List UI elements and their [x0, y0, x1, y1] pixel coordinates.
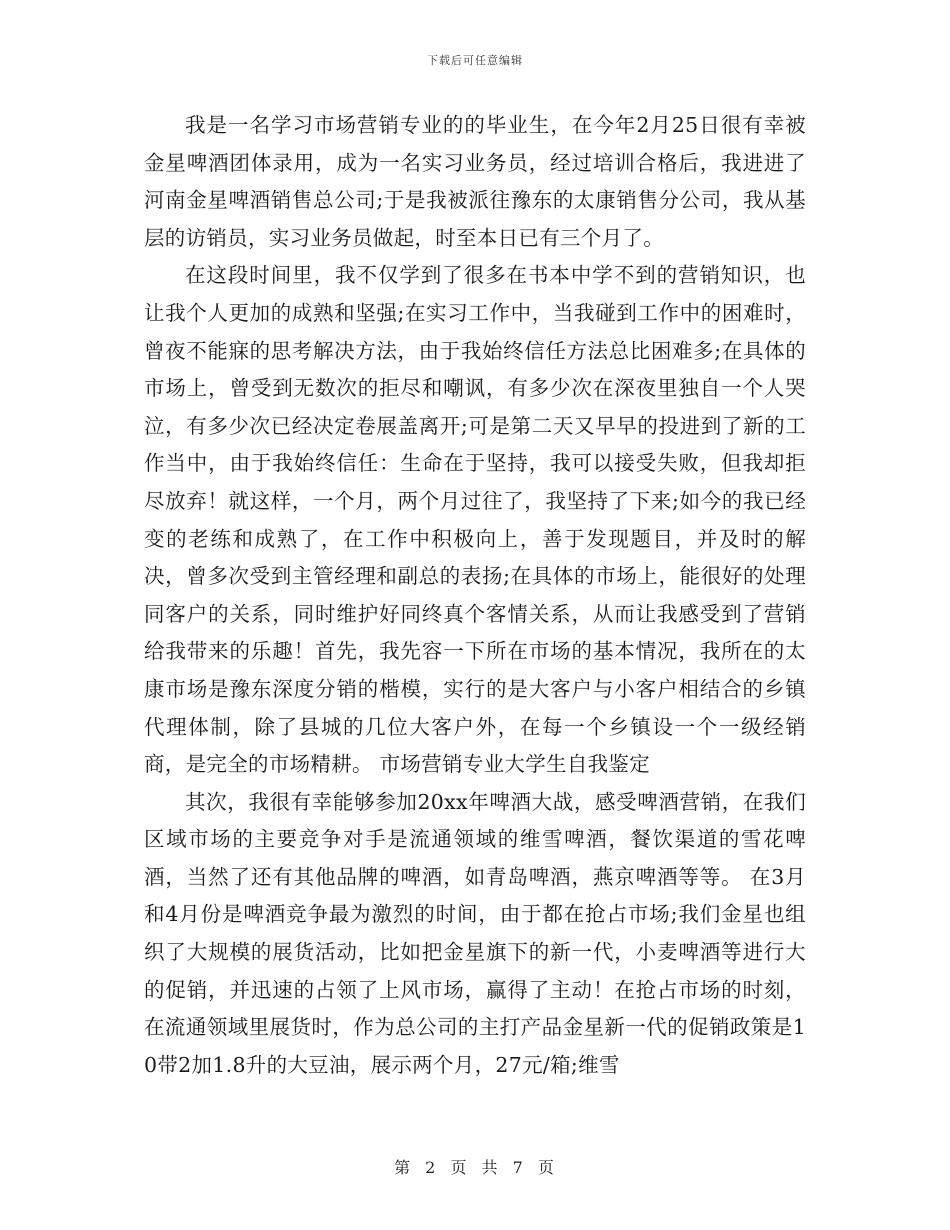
- paragraph-experience: 在这段时间里，我不仅学到了很多在书本中学不到的营销知识，也让我个人更加的成熟和坚强;在实习工作中，当我碰到工作中的困难时，曾夜不能寐的思考解决方法，由于我始终信任方法总比困难多;在具体的市场上，曾受到无数次的拒尽和嘲讽，有多少次在深夜里独自一个人哭泣，有多少次已经决定卷展盖离开;可是第二天又早早的投进到了新的工作当中，由于我始终信任：生命在于坚持，我可以接受失败，但我却拒尽放弃！就这样，一个月，两个月过往了，我坚持了下来;如今的我已经变的老练和成熟了，在工作中积极向上，善于发现题目，并及时的解决，曾多次受到主管经理和副总的表扬;在具体的市场上，能很好的处理同客户的关系，同时维护好同终真个客情关系，从而让我感受到了营销给我带来的乐趣！首先，我先容一下所在市场的基本情况，我所在的太康市场是豫东深度分销的楷模，实行的是大客户与小客户相结合的乡镇代理体制，除了县城的几位大客户外，在每一个乡镇设一个一级经销商，是完全的市场精耕。 市场营销专业大学生自我鉴定: [144, 263, 806, 777]
- page-header-note: 下载后可任意编辑: [427, 54, 523, 67]
- document-body: [144, 107, 806, 1084]
- paragraph-competition: 其次，我很有幸能够参加20xx年啤酒大战，感受啤酒营销，在我们区域市场的主要竞争对手是流通领域的维雪啤酒，餐饮渠道的雪花啤酒，当然了还有其他品牌的啤酒，如青岛啤酒，燕京啤酒等等。 在3月和4月份是啤酒竞争最为激烈的时间，由于都在抢占市场;我们金星也组织了大规模的展货活动，比如把金星旗下的新一代，小麦啤酒等进行大的促销，并迅速的占领了上风市场，赢得了主动！在抢占市场的时刻，在流通领域里展货时，作为总公司的主打产品金星新一代的促销政策是10带2加1.8升的大豆油，展示两个月，27元/箱;维雪: [144, 789, 806, 1077]
- page-number-footer: 第 2 页 共 7 页: [394, 1158, 556, 1177]
- paragraph-intro: 我是一名学习市场营销专业的的毕业生，在今年2月25日很有幸被金星啤酒团体录用，成为一名实习业务员，经过培训合格后，我进进了河南金星啤酒销售总公司;于是我被派往豫东的太康销售分公司，我从基层的访销员，实习业务员做起，时至本日已有三个月了。: [144, 113, 806, 250]
